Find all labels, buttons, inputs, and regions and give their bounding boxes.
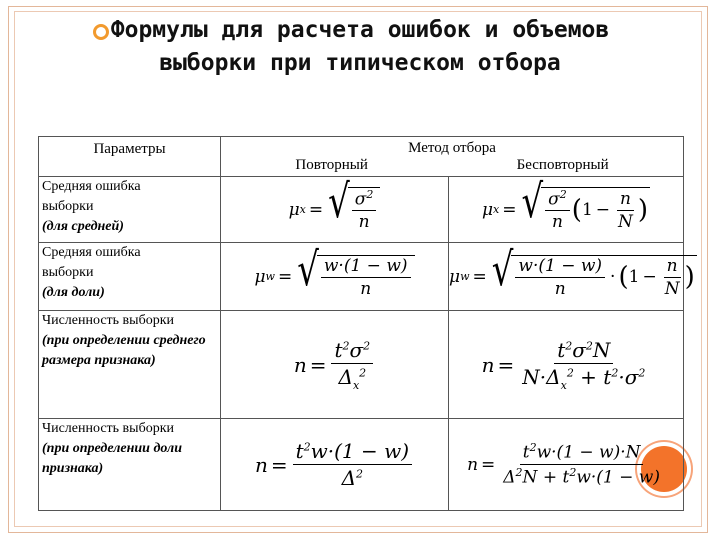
parameters-table	[38, 136, 695, 511]
header-repeat: Повторный	[295, 156, 368, 173]
header-norepeat: Бесповторный	[516, 156, 609, 173]
row-label: Численность выборки (при определении среднего размера признака)	[39, 311, 221, 419]
formula-size-mean-repeat: n = $\frac{t^2\sigma^2}{\Delta_x^2}$	[221, 311, 449, 419]
row-label: Средняя ошибка выборки (для средней)	[39, 177, 221, 243]
header-params: Параметры	[39, 137, 221, 177]
row-label: Средняя ошибка выборки (для доли)	[39, 243, 221, 311]
formula-share-error-repeat: μ w = √ $\frac{w\cdot(1 - w)}{n}$	[221, 243, 449, 311]
table-header-row	[39, 137, 684, 177]
formula-share-error-norepeat: μ w = √ $\frac{w\cdot(1 - w)}{n}$ · ( 1 − $\frac{n}{N}$ )	[449, 243, 684, 311]
formula-mean-error-norepeat: μ x = √ $\frac{\sigma^2}{n}$ ( 1 − $\frac{n}{N}$ )	[449, 177, 684, 243]
header-method: Метод отбора	[408, 139, 496, 156]
formula-size-share-norepeat: n = $\frac{t^2w\cdot(1 - w)\cdot N}{\Delta^2N + t^2w\cdot(1 - w)}$	[449, 419, 684, 511]
header-method-cell	[221, 137, 684, 177]
formula-mean-error-repeat: μ x = √ $\frac{\sigma^2}{n}$	[221, 177, 449, 243]
table-row	[39, 243, 684, 311]
formula-size-mean-norepeat: n = $\frac{t^2\sigma^2N}{N\cdot\Delta_x^2 + t^2\cdot\sigma^2}$	[449, 311, 684, 419]
table-row	[39, 311, 684, 419]
formula-size-share-repeat: n = $\frac{t^2w\cdot(1 - w)}{\Delta^2}$	[221, 419, 449, 511]
slide-title: Формулы для расчета ошибок и объемов выборки при типическом отбора	[110, 17, 610, 76]
row-label: Численность выборки (при определении доли признака)	[39, 419, 221, 511]
table-row	[39, 177, 684, 243]
table-row	[39, 419, 684, 511]
